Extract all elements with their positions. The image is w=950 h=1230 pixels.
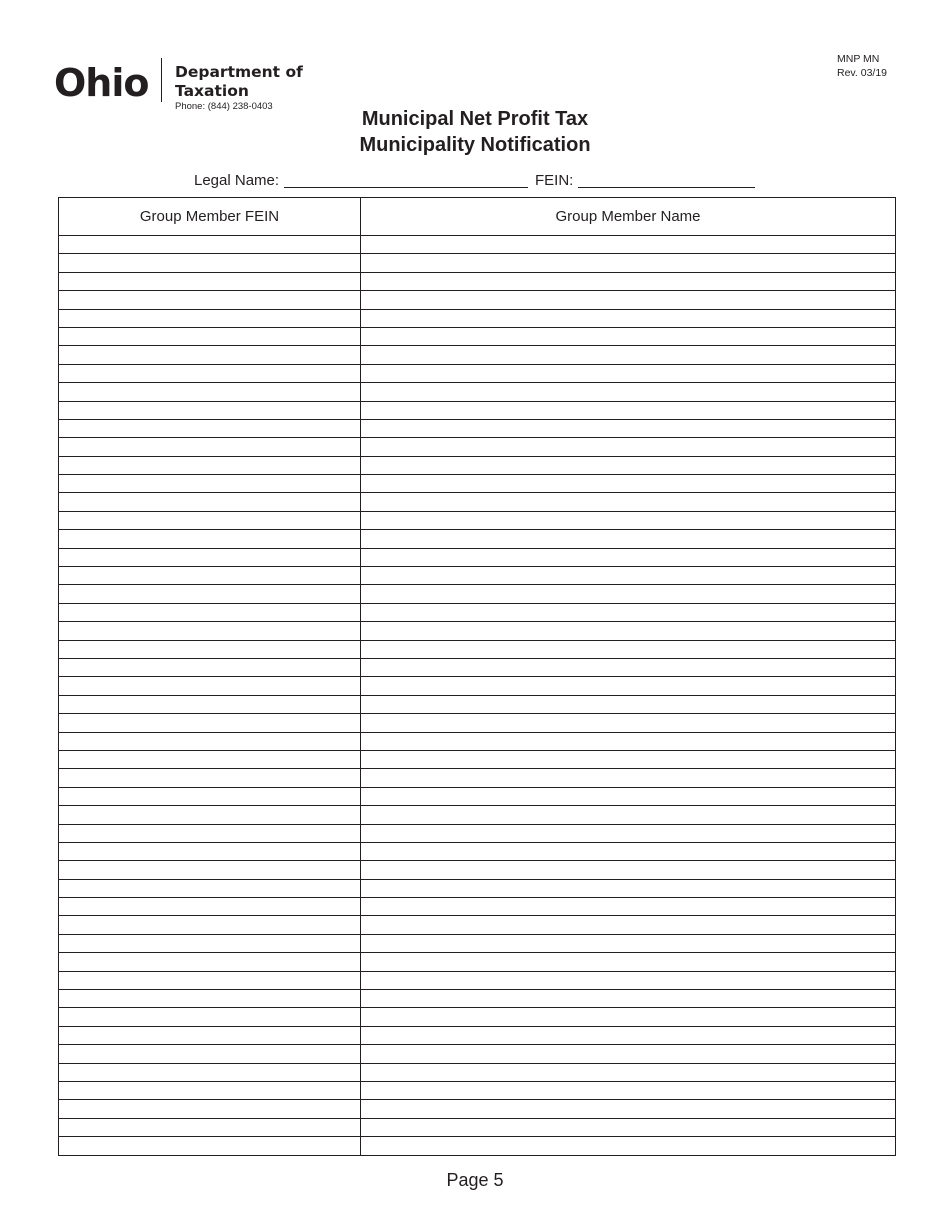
group-member-fein-cell[interactable]: [59, 603, 361, 621]
table-row: [59, 861, 896, 879]
table-row: [59, 1045, 896, 1063]
table-row: [59, 309, 896, 327]
table-row: [59, 511, 896, 529]
table-row: [59, 824, 896, 842]
group-member-name-cell[interactable]: [361, 1118, 896, 1136]
group-member-fein-cell[interactable]: [59, 622, 361, 640]
table-row: [59, 1118, 896, 1136]
group-member-fein-cell[interactable]: [59, 548, 361, 566]
logo-department: [175, 63, 303, 100]
table-row: [59, 603, 896, 621]
table-row: [59, 750, 896, 768]
group-member-name-cell[interactable]: [361, 456, 896, 474]
table-row: [59, 1008, 896, 1026]
fein-label: FEIN:: [535, 172, 574, 189]
table-row: [59, 842, 896, 860]
table-row: [59, 1081, 896, 1099]
group-member-fein-cell[interactable]: [59, 787, 361, 805]
group-member-name-cell[interactable]: [361, 364, 896, 382]
group-member-name-cell[interactable]: [361, 475, 896, 493]
group-member-fein-cell[interactable]: [59, 419, 361, 437]
group-member-name-cell[interactable]: [361, 640, 896, 658]
group-member-name-cell[interactable]: [361, 769, 896, 787]
logo-wordmark: Ohio: [54, 61, 149, 105]
group-member-name-cell[interactable]: [361, 1045, 896, 1063]
table-row: [59, 806, 896, 824]
group-member-fein-cell[interactable]: [59, 567, 361, 585]
group-member-fein-cell[interactable]: [59, 861, 361, 879]
group-member-fein-cell[interactable]: [59, 236, 361, 254]
table-row: [59, 714, 896, 732]
group-member-name-cell[interactable]: [361, 603, 896, 621]
group-member-name-cell[interactable]: [361, 750, 896, 768]
title-line2: Municipality Notification: [359, 134, 591, 156]
table-row: [59, 1100, 896, 1118]
group-member-fein-cell[interactable]: [59, 346, 361, 364]
group-member-name-cell[interactable]: [361, 585, 896, 603]
table-row: [59, 658, 896, 676]
table-row: [59, 990, 896, 1008]
group-member-name-cell[interactable]: [361, 879, 896, 897]
group-member-name-cell[interactable]: [361, 401, 896, 419]
logo-divider: [161, 58, 162, 102]
table-header-row: [59, 198, 896, 236]
title-line1: Municipal Net Profit Tax: [361, 108, 589, 130]
group-member-name-cell[interactable]: [361, 1081, 896, 1099]
group-member-name-cell[interactable]: [361, 493, 896, 511]
group-member-name-cell[interactable]: [361, 898, 896, 916]
group-member-fein-cell[interactable]: [59, 1063, 361, 1081]
group-member-name-cell[interactable]: [361, 327, 896, 345]
table-row: [59, 898, 896, 916]
table-row: [59, 254, 896, 272]
table-row: [59, 1063, 896, 1081]
table-row: [59, 346, 896, 364]
group-member-fein-cell[interactable]: [59, 677, 361, 695]
group-member-name-cell[interactable]: [361, 677, 896, 695]
group-member-name-cell[interactable]: [361, 916, 896, 934]
table-row: [59, 364, 896, 382]
table-row: [59, 530, 896, 548]
group-member-name-cell[interactable]: [361, 934, 896, 952]
group-member-fein-cell[interactable]: [59, 879, 361, 897]
group-member-name-cell[interactable]: [361, 622, 896, 640]
column-header-name: Group Member Name: [361, 198, 896, 236]
table-row: [59, 769, 896, 787]
group-member-name-cell[interactable]: [361, 567, 896, 585]
table-body: [59, 236, 896, 1156]
group-member-name-cell[interactable]: [361, 272, 896, 290]
group-member-name-cell[interactable]: [361, 1137, 896, 1155]
table-row: [59, 585, 896, 603]
group-member-fein-cell[interactable]: [59, 934, 361, 952]
group-member-fein-cell[interactable]: [59, 806, 361, 824]
group-member-fein-cell[interactable]: [59, 990, 361, 1008]
logo-phone: Phone: (844) 238-0403: [175, 101, 273, 112]
group-member-fein-cell[interactable]: [59, 291, 361, 309]
group-member-name-cell[interactable]: [361, 530, 896, 548]
table-row: [59, 456, 896, 474]
table-row: [59, 640, 896, 658]
group-member-name-cell[interactable]: [361, 438, 896, 456]
group-member-fein-cell[interactable]: [59, 493, 361, 511]
group-member-fein-cell[interactable]: [59, 824, 361, 842]
legal-name-field[interactable]: [284, 187, 528, 188]
group-member-name-cell[interactable]: [361, 971, 896, 989]
group-member-name-cell[interactable]: [361, 548, 896, 566]
table-row: [59, 493, 896, 511]
group-member-name-cell[interactable]: [361, 254, 896, 272]
group-member-fein-cell[interactable]: [59, 511, 361, 529]
group-member-fein-cell[interactable]: [59, 1100, 361, 1118]
table-row: [59, 567, 896, 585]
table-row: [59, 383, 896, 401]
group-member-fein-cell[interactable]: [59, 327, 361, 345]
group-member-fein-cell[interactable]: [59, 1045, 361, 1063]
table-row: [59, 732, 896, 750]
legal-name-label: Legal Name:: [194, 172, 280, 189]
group-member-fein-cell[interactable]: [59, 364, 361, 382]
group-member-fein-cell[interactable]: [59, 953, 361, 971]
group-member-fein-cell[interactable]: [59, 456, 361, 474]
table-row: [59, 879, 896, 897]
group-member-name-cell[interactable]: [361, 291, 896, 309]
group-member-name-cell[interactable]: [361, 787, 896, 805]
group-member-fein-cell[interactable]: [59, 272, 361, 290]
group-member-fein-cell[interactable]: [59, 1026, 361, 1044]
table-row: [59, 236, 896, 254]
group-member-fein-cell[interactable]: [59, 750, 361, 768]
group-member-name-cell[interactable]: [361, 1063, 896, 1081]
table-row: [59, 622, 896, 640]
table-row: [59, 327, 896, 345]
group-member-fein-cell[interactable]: [59, 916, 361, 934]
table-row: [59, 291, 896, 309]
table-row: [59, 695, 896, 713]
group-member-fein-cell[interactable]: [59, 769, 361, 787]
group-member-fein-cell[interactable]: [59, 898, 361, 916]
page-title: [0, 106, 950, 158]
group-member-name-cell[interactable]: [361, 383, 896, 401]
group-member-fein-cell[interactable]: [59, 438, 361, 456]
group-member-name-cell[interactable]: [361, 806, 896, 824]
group-member-name-cell[interactable]: [361, 990, 896, 1008]
group-member-fein-cell[interactable]: [59, 530, 361, 548]
group-member-fein-cell[interactable]: [59, 732, 361, 750]
table-row: [59, 419, 896, 437]
table-row: [59, 934, 896, 952]
table-row: [59, 1137, 896, 1155]
group-member-name-cell[interactable]: [361, 658, 896, 676]
group-member-name-cell[interactable]: [361, 419, 896, 437]
table-row: [59, 971, 896, 989]
table-row: [59, 272, 896, 290]
group-member-fein-cell[interactable]: [59, 401, 361, 419]
group-member-name-cell[interactable]: [361, 732, 896, 750]
group-member-fein-cell[interactable]: [59, 1118, 361, 1136]
group-member-name-cell[interactable]: [361, 842, 896, 860]
group-member-fein-cell[interactable]: [59, 585, 361, 603]
table-row: [59, 787, 896, 805]
group-member-name-cell[interactable]: [361, 309, 896, 327]
group-member-name-cell[interactable]: [361, 824, 896, 842]
group-member-fein-cell[interactable]: [59, 640, 361, 658]
group-member-fein-cell[interactable]: [59, 309, 361, 327]
table-row: [59, 677, 896, 695]
group-member-fein-cell[interactable]: [59, 1137, 361, 1155]
table-row: [59, 401, 896, 419]
group-member-fein-cell[interactable]: [59, 658, 361, 676]
table-row: [59, 438, 896, 456]
group-member-fein-cell[interactable]: [59, 383, 361, 401]
table-row: [59, 953, 896, 971]
page-number: Page 5: [446, 1170, 504, 1190]
form-revision: Rev. 03/19: [837, 66, 888, 79]
group-member-name-cell[interactable]: [361, 953, 896, 971]
group-member-name-cell[interactable]: [361, 236, 896, 254]
table-row: [59, 548, 896, 566]
fein-field[interactable]: [578, 187, 755, 188]
table-row: [59, 1026, 896, 1044]
column-header-fein: Group Member FEIN: [59, 198, 361, 236]
logo-department-line1: Department of: [175, 63, 303, 81]
form-identifier: [837, 53, 887, 80]
group-member-name-cell[interactable]: [361, 1026, 896, 1044]
table-row: [59, 475, 896, 493]
group-member-table: [58, 197, 895, 1156]
group-member-fein-cell[interactable]: [59, 254, 361, 272]
group-member-fein-cell[interactable]: [59, 842, 361, 860]
group-member-name-cell[interactable]: [361, 511, 896, 529]
group-member-name-cell[interactable]: [361, 1008, 896, 1026]
group-member-fein-cell[interactable]: [59, 714, 361, 732]
group-member-fein-cell[interactable]: [59, 1081, 361, 1099]
group-member-fein-cell[interactable]: [59, 695, 361, 713]
group-member-fein-cell[interactable]: [59, 475, 361, 493]
table-row: [59, 916, 896, 934]
group-member-name-cell[interactable]: [361, 346, 896, 364]
group-member-name-cell[interactable]: [361, 714, 896, 732]
group-member-name-cell[interactable]: [361, 861, 896, 879]
logo-department-line2: Taxation: [175, 81, 249, 100]
group-member-name-cell[interactable]: [361, 1100, 896, 1118]
form-code: MNP MN: [837, 53, 880, 65]
group-member-name-cell[interactable]: [361, 695, 896, 713]
group-member-fein-cell[interactable]: [59, 971, 361, 989]
group-member-fein-cell[interactable]: [59, 1008, 361, 1026]
